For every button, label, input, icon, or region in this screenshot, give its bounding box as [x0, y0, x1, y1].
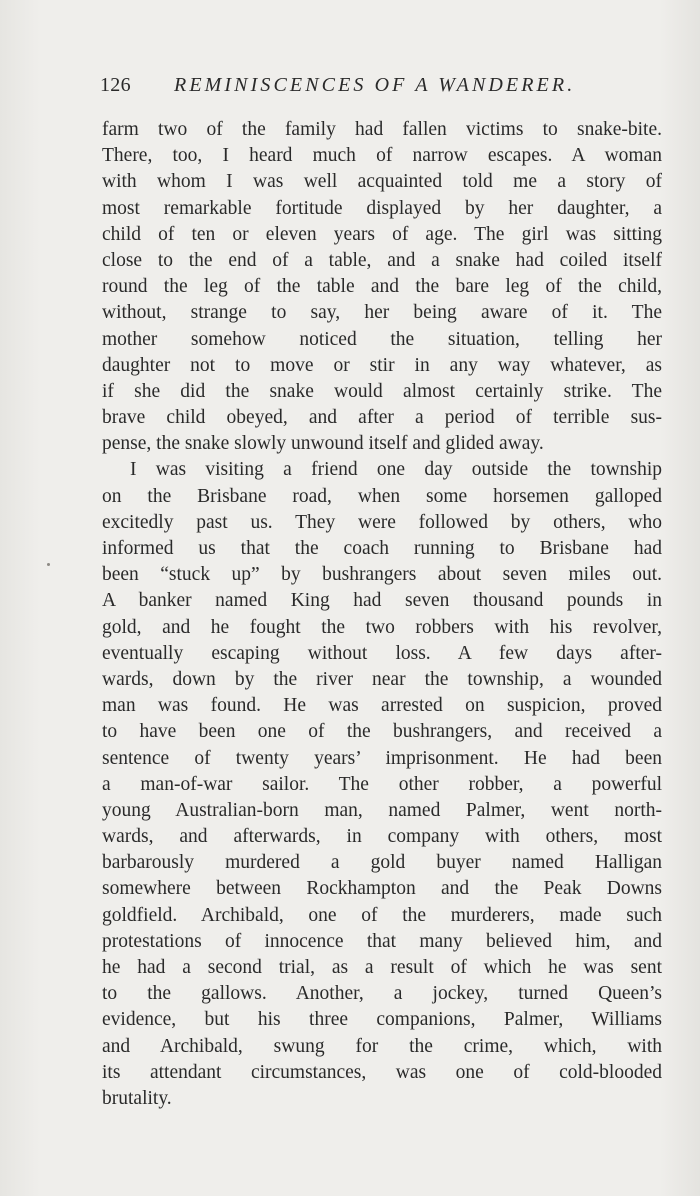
text-line: been “stuck up” by bushrangers about seven miles out. — [102, 564, 662, 586]
page-number: 126 — [100, 74, 131, 96]
text-line: a man-of-war sailor. The other robber, a powerful — [102, 773, 662, 795]
text-line: mother somehow noticed the situation, telling her — [102, 328, 662, 350]
text-line: eventually escaping without loss. A few days after- — [102, 642, 662, 664]
body-text — [102, 117, 662, 1112]
text-line: wards, down by the river near the township, a wounded — [102, 668, 662, 690]
text-line: child of ten or eleven years of age. The girl was sitting — [102, 223, 662, 245]
text-line: sentence of twenty years’ imprisonment. He had been — [102, 747, 662, 769]
text-line: if she did the snake would almost certainly strike. The — [102, 380, 662, 402]
text-line: most remarkable fortitude displayed by her daughter, a — [102, 197, 662, 219]
text-line: on the Brisbane road, when some horsemen galloped — [102, 485, 662, 507]
text-line: There, too, I heard much of narrow escapes. A woman — [102, 145, 662, 167]
text-line: excitedly past us. They were followed by others, who — [102, 511, 662, 533]
text-line: close to the end of a table, and a snake had coiled itself — [102, 249, 662, 271]
text-line: daughter not to move or stir in any way whatever, as — [102, 354, 662, 376]
page-header — [100, 74, 610, 104]
text-line: gold, and he fought the two robbers with his revolver, — [102, 616, 662, 638]
text-line: informed us that the coach running to Brisbane had — [102, 538, 662, 559]
text-line: to have been one of the bushrangers, and received a — [102, 721, 662, 743]
running-head: REMINISCENCES OF A WANDERER. — [174, 74, 576, 96]
text-line: round the leg of the table and the bare leg of the child, — [102, 276, 662, 298]
text-line: wards, and afterwards, in company with others, most — [102, 826, 662, 848]
text-line: without, strange to say, her being aware of it. The — [102, 302, 662, 324]
text-line: I was visiting a friend one day outside the township — [130, 459, 662, 481]
text-line: man was found. He was arrested on suspicion, proved — [102, 695, 662, 717]
text-line: protestations of innocence that many believed him, and — [102, 930, 662, 952]
text-line: barbarously murdered a gold buyer named Halligan — [102, 852, 662, 874]
text-line: brave child obeyed, and after a period of terrible sus- — [102, 407, 662, 429]
text-line: A banker named King had seven thousand pounds in — [102, 590, 662, 612]
text-line: young Australian-born man, named Palmer, went north- — [102, 799, 662, 821]
text-line: to the gallows. Another, a jockey, turned Queen’s — [102, 983, 662, 1005]
text-line: with whom I was well acquainted told me a story of — [102, 171, 662, 193]
text-line: somewhere between Rockhampton and the Peak Downs — [102, 878, 662, 900]
text-line: its attendant circumstances, was one of cold-blooded — [102, 1061, 662, 1083]
text-line: and Archibald, swung for the crime, which, with — [102, 1035, 662, 1057]
text-line: evidence, but his three companions, Palmer, Williams — [102, 1009, 662, 1031]
text-line: farm two of the family had fallen victims to snake-bite. — [102, 119, 662, 140]
paper-speck — [47, 563, 50, 566]
text-line: goldfield. Archibald, one of the murderers, made such — [102, 904, 662, 926]
text-line: pense, the snake slowly unwound itself and glided away. — [102, 433, 544, 455]
text-line: brutality. — [102, 1087, 172, 1109]
text-line: he had a second trial, as a result of which he was sent — [102, 957, 662, 978]
